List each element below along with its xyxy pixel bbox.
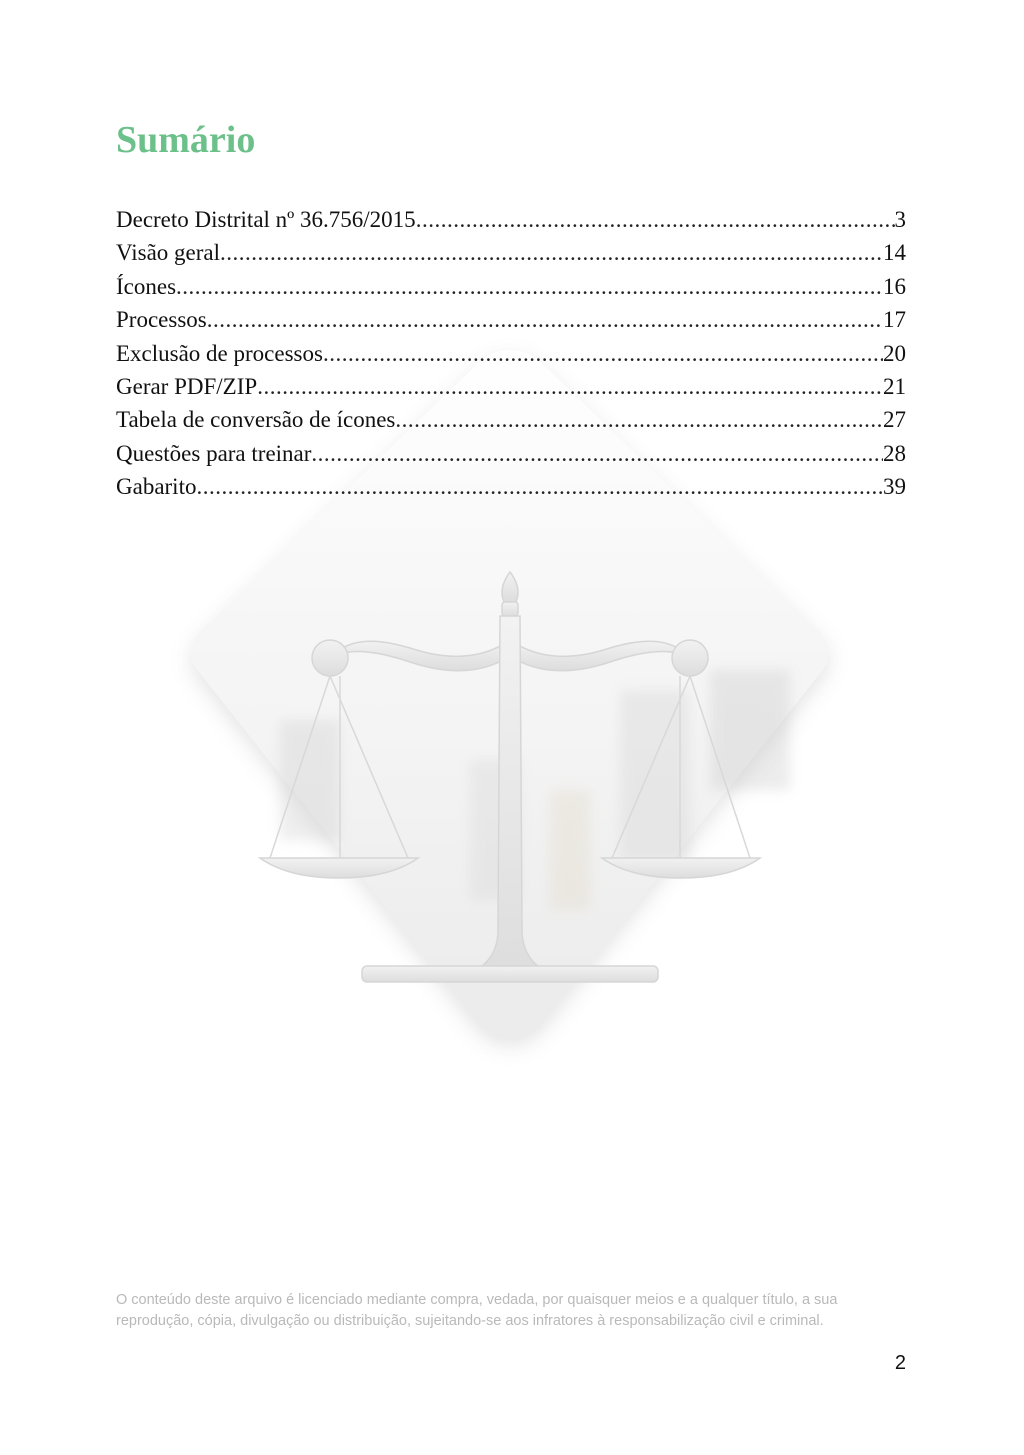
toc-entry-page: 21 <box>883 373 906 399</box>
toc-entry[interactable] <box>116 203 906 236</box>
toc-entry[interactable] <box>116 270 906 303</box>
toc-entry-label: Ícones <box>116 273 177 299</box>
toc-entry-page: 28 <box>883 440 906 466</box>
toc-entry[interactable] <box>116 403 906 436</box>
toc-entry-label: Visão geral <box>116 240 220 266</box>
toc-entry-page: 27 <box>883 407 906 433</box>
toc-leader-dots <box>323 337 883 370</box>
toc-leader-dots <box>220 236 883 269</box>
page-title: Sumário <box>116 119 256 161</box>
toc-entry-page: 3 <box>894 207 906 232</box>
table-of-contents <box>116 203 906 504</box>
toc-entry[interactable] <box>116 470 906 503</box>
toc-entry-page: 14 <box>883 240 906 266</box>
toc-entry-label: Gabarito <box>116 474 197 500</box>
toc-entry-page: 20 <box>883 340 906 366</box>
toc-entry-page: 39 <box>883 474 906 500</box>
toc-leader-dots <box>257 370 883 403</box>
toc-entry-label: Exclusão de processos <box>116 340 323 366</box>
toc-entry[interactable] <box>116 236 906 269</box>
toc-leader-dots <box>395 403 883 436</box>
toc-leader-dots <box>416 203 895 236</box>
toc-entry-label: Questões para treinar <box>116 440 312 466</box>
toc-entry-page: 16 <box>883 273 906 299</box>
toc-entry[interactable] <box>116 437 906 470</box>
toc-entry[interactable] <box>116 303 906 336</box>
toc-entry-page: 17 <box>883 307 906 333</box>
toc-entry[interactable] <box>116 337 906 370</box>
toc-leader-dots <box>207 303 883 336</box>
toc-entry-label: Tabela de conversão de ícones <box>116 407 396 433</box>
toc-leader-dots <box>196 470 883 503</box>
toc-entry[interactable] <box>116 370 906 403</box>
toc-entry-label: Processos <box>116 307 207 333</box>
toc-leader-dots <box>311 437 883 470</box>
toc-entry-label: Gerar PDF/ZIP <box>116 373 258 399</box>
toc-entry-label: Decreto Distrital nº 36.756/2015 <box>116 207 416 232</box>
license-disclaimer: O conteúdo deste arquivo é licenciado mediante compra, vedada, por quaisquer meios e a qualquer título, a sua reprodução, cópia, divulgação ou distribuição, sujeitando-se aos infratores à responsabilização civil e criminal. <box>116 1292 838 1329</box>
toc-leader-dots <box>176 270 883 303</box>
page-number: 2 <box>894 1352 906 1374</box>
